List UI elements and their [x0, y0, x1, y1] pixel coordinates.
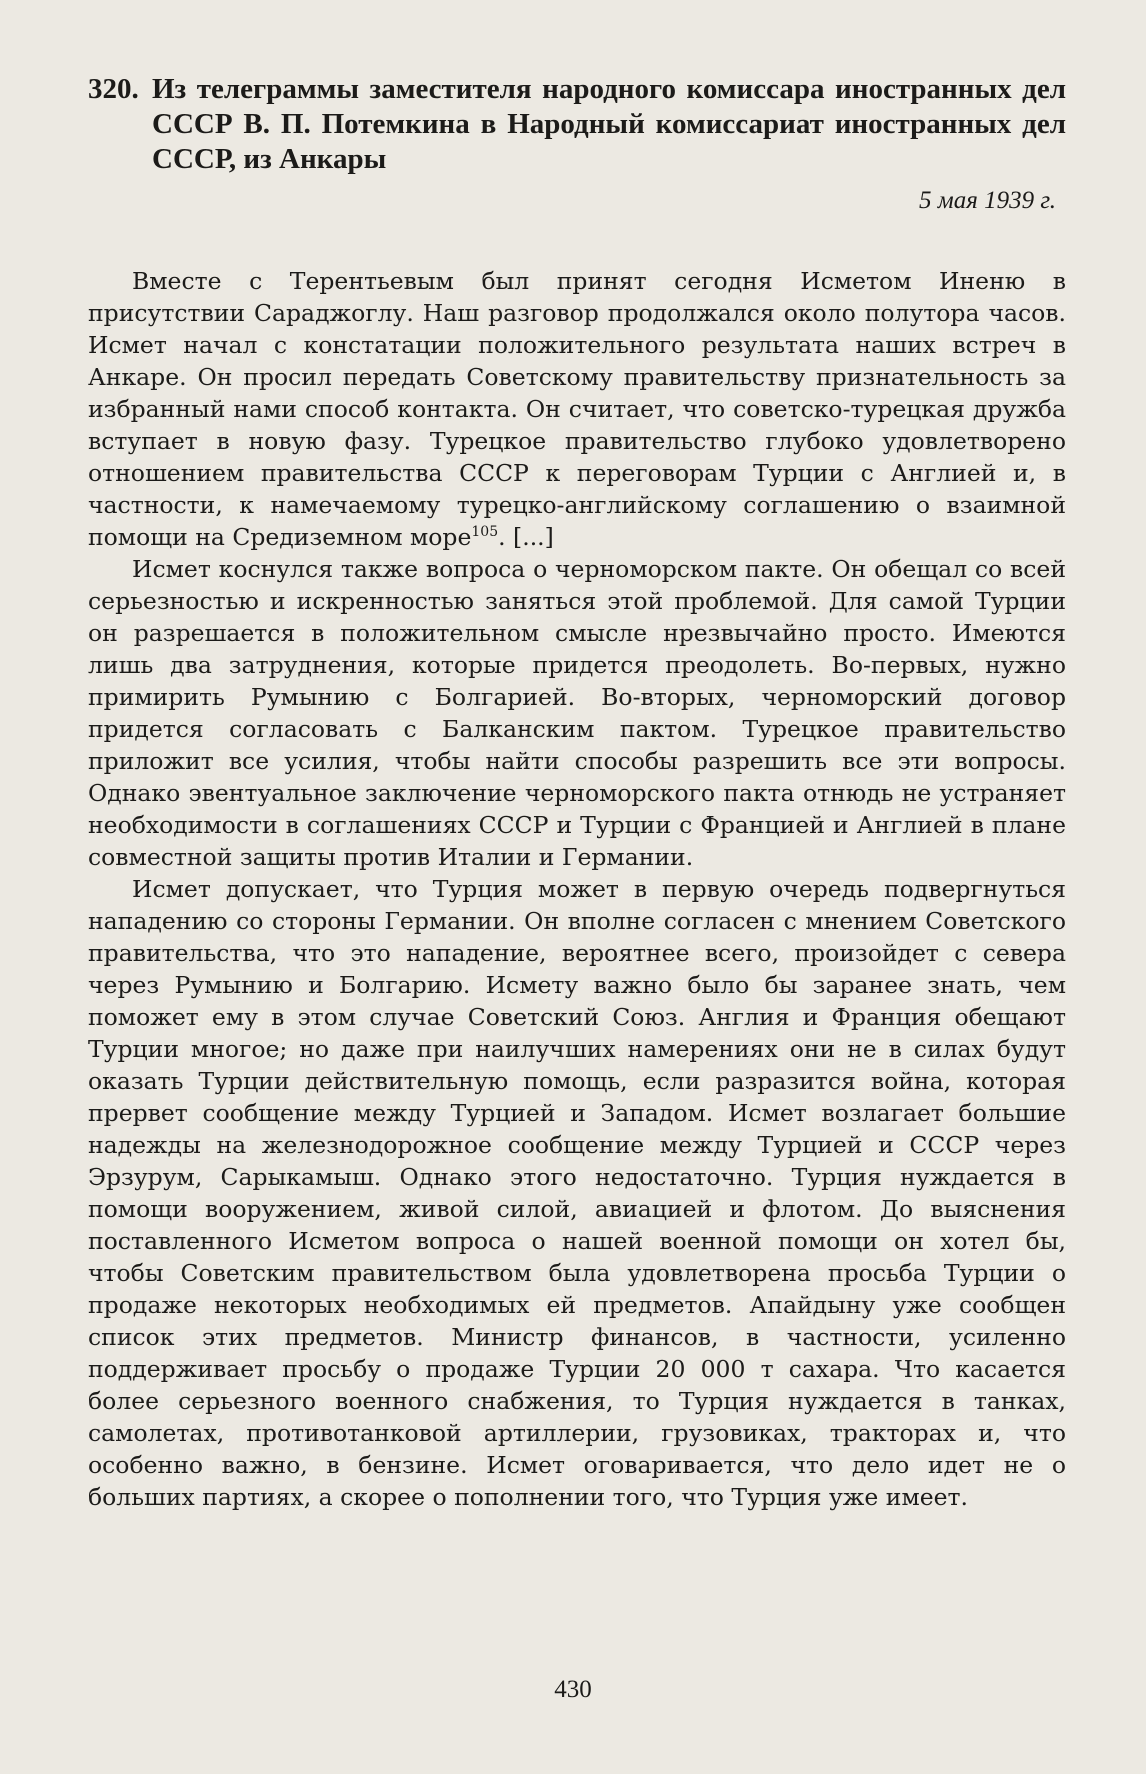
- document-body: [88, 265, 1066, 1513]
- document-number: 320.: [88, 73, 139, 105]
- document-title: Из телеграммы заместителя народного комиссара иностранных дел СССР В. П. Потемкина в Народный комиссариат иностранных дел СССР, из Анкары: [152, 73, 1066, 175]
- paragraph-tail: . [...]: [498, 523, 554, 551]
- paragraph-text: Вместе с Терентьевым был принят сегодня Исметом Иненю в присутствии Сараджоглу. Наш разговор продолжался около полутора часов. Исмет начал с констатации положительного результата наших встреч в Анкаре. Он просил передать Советскому правительству признательность за избранный нами способ контакта. Он считает, что советско-турецкая дружба вступает в новую фазу. Турецкое правительство глубоко удовлетворено отношением правительства СССР к переговорам Турции с Англией и, в частности, к намечаемому турецко-английскому соглашению о взаимной помощи на Средиземном море: [88, 267, 1066, 551]
- paragraph-1: [88, 265, 1066, 553]
- page-number: 430: [554, 1676, 592, 1703]
- document-date: 5 мая 1939 г.: [919, 187, 1056, 214]
- document-heading: [88, 72, 1066, 177]
- footnote-ref: 105: [471, 524, 499, 541]
- paragraph-3: Исмет допускает, что Турция может в первую очередь подвергнуться нападению со стороны Германии. Он вполне согласен с мнением Советского правительства, что это нападение, вероятнее всего, произойдет с севера через Румынию и Болгарию. Исмету важно было бы заранее знать, чем поможет ему в этом случае Советский Союз. Англия и Франция обещают Турции многое; но даже при наилучших намерениях они не в силах будут оказать Турции действительную помощь, если разразится война, которая прервет сообщение между Турцией и Западом. Исмет возлагает большие надежды на железнодорожное сообщение между Турцией и СССР через Эрзурум, Сарыкамыш. Однако этого недостаточно. Турция нуждается в помощи вооружением, живой силой, авиацией и флотом. До выяснения поставленного Исметом вопроса о нашей военной помощи он хотел бы, чтобы Советским правительством была удовлетворена просьба Турции о продаже некоторых необходимых ей предметов. Апайдыну уже сообщен список этих предметов. Министр финансов, в частности, усиленно поддерживает просьбу о продаже Турции 20 000 т сахара. Что касается более серьезного военного снабжения, то Турция нуждается в танках, самолетах, противотанковой артиллерии, грузовиках, тракторах и, что особенно важно, в бензине. Исмет оговаривается, что дело идет не о больших партиях, а скорее о пополнении того, что Турция уже имеет.: [88, 875, 1066, 1511]
- paragraph-2: Исмет коснулся также вопроса о черноморском пакте. Он обещал со всей серьезностью и искренностью заняться этой проблемой. Для самой Турции он разрешается в положительном смысле нрезвычайно просто. Имеются лишь два затруднения, которые придется преодолеть. Во-первых, нужно примирить Румынию с Болгарией. Во-вторых, черноморский договор придется согласовать с Балканским пактом. Турецкое правительство приложит все усилия, чтобы найти способы разрешить все эти вопросы. Однако эвентуальное заключение черноморского пакта отнюдь не устраняет необходимости в соглашениях СССР и Турции с Францией и Англией в плане совместной защиты против Италии и Германии.: [88, 555, 1066, 871]
